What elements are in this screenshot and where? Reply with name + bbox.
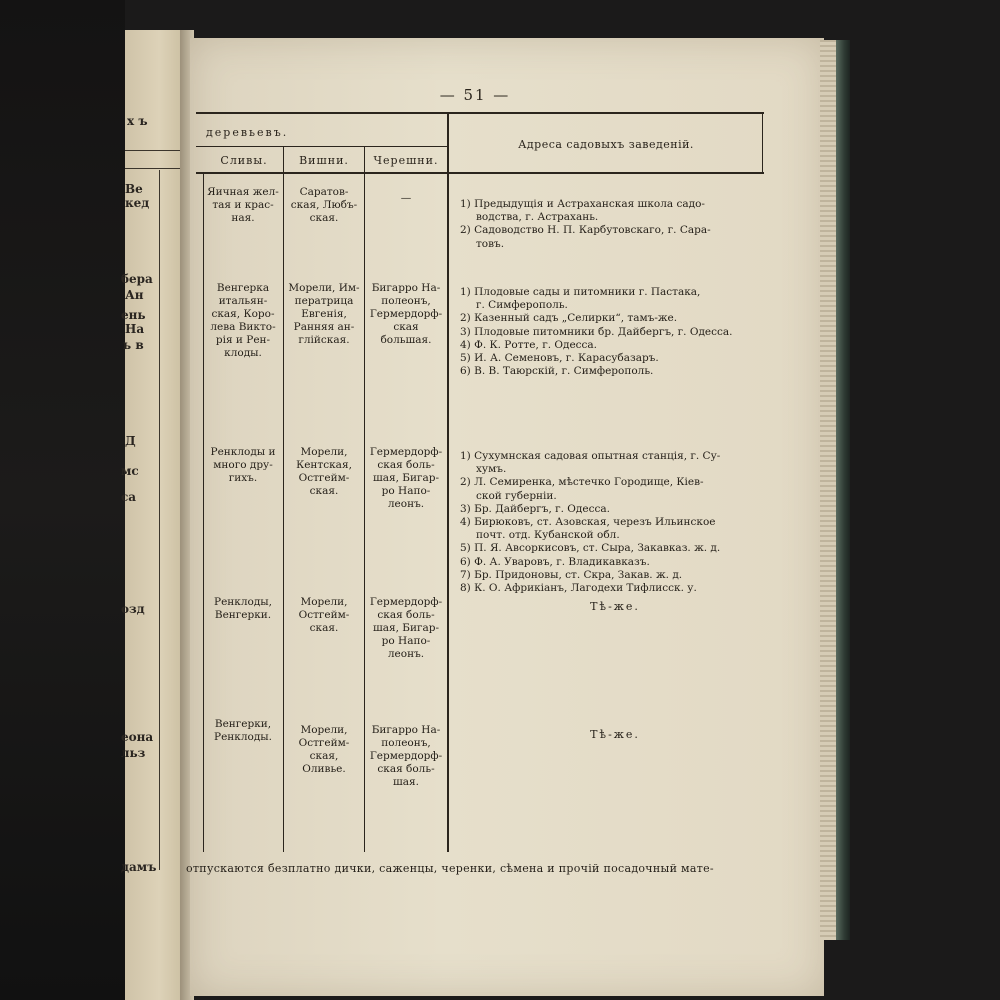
header-sweet-cherries: Черешни. — [373, 154, 439, 167]
address-line: 8) К. О. Африкіанъ, Лагодехи Тифлисск. у. — [460, 582, 697, 595]
header-subrule — [196, 146, 448, 147]
left-page-fragment: льз — [121, 746, 146, 760]
cell-sweet-cherries-row2: Бигарро На- полеонъ, Гермердорф- ская большая. — [369, 282, 443, 346]
address-line: 2) Садоводство Н. П. Карбутовскаго, г. Сара- — [460, 224, 711, 237]
left-page-rule — [125, 168, 187, 169]
address-line: г. Симферополь. — [476, 299, 568, 312]
column-divider-sweet-cherries — [364, 146, 365, 852]
cell-cherries-row1: Саратов- ская, Любъ- ская. — [290, 186, 358, 224]
header-cherries: Вишни. — [299, 154, 349, 167]
left-page-fragment: бера — [121, 272, 153, 286]
header-addresses: Адреса садовыхъ заведеній. — [518, 138, 694, 151]
cell-sweet-cherries-row1: — — [400, 192, 412, 204]
left-page-fragment: са — [121, 490, 137, 504]
header-bottom-rule — [196, 172, 764, 174]
left-page-fragment: мс — [121, 464, 139, 478]
cell-sweet-cherries-row3: Гермердорф- ская боль- шая, Бигар- ро Напо- леонъ. — [369, 446, 443, 510]
page-number: — 51 — — [439, 86, 511, 104]
left-page-fragment: озд — [121, 602, 145, 616]
cell-plums-row4: Ренклоды, Венгерки. — [214, 596, 272, 621]
cell-cherries-row4: Морели, Остгейм- ская. — [298, 596, 350, 634]
header-plums: Сливы. — [220, 154, 268, 167]
left-page-fragment: кед — [125, 196, 150, 210]
table-top-rule — [196, 112, 764, 114]
footer-text: отпускаются безплатно дички, саженцы, черенки, сѣмена и прочій посадочный мате- — [186, 862, 714, 875]
address-line: 2) Л. Семиренка, мѣстечко Городище, Кіев- — [460, 476, 704, 489]
header-group-title: деревьевъ. — [206, 126, 289, 139]
address-line: 1) Плодовые сады и питомники г. Пастака, — [460, 286, 701, 298]
cell-cherries-row3: Морели, Кентская, Остгейм- ская. — [296, 446, 352, 497]
addresses-row3 — [460, 450, 760, 595]
left-page-fragment: Ан — [125, 288, 144, 302]
address-line: 3) Плодовые питомники бр. Дайбергъ, г. Одесса. — [460, 325, 733, 338]
column-divider-left — [203, 172, 204, 852]
address-line: 5) П. Я. Авсоркисовъ, ст. Сыра, Закавказ. ж. д. — [460, 542, 721, 555]
address-line: ской губерніи. — [476, 489, 557, 502]
left-page-fragment: На — [125, 322, 145, 336]
address-line: 6) В. В. Таюрскій, г. Симферополь. — [460, 365, 654, 378]
column-divider-cherries — [283, 146, 284, 852]
same-as-above-row4: Тѣ-же. — [590, 600, 640, 613]
addresses-row1 — [460, 198, 760, 251]
cell-sweet-cherries-row5: Бигарро На- полеонъ, Гермердорф- ская боль- шая. — [369, 724, 443, 788]
book-cover-edge — [836, 40, 850, 940]
address-line: 4) Ф. К. Ротте, г. Одесса. — [460, 338, 598, 351]
cell-plums-row3: Ренклоды и много дру- гихъ. — [210, 446, 276, 484]
address-line: почт. отд. Кубанской обл. — [476, 529, 620, 542]
address-line: 4) Бирюковъ, ст. Азовская, черезъ Ильинское — [460, 516, 716, 529]
addresses-row2 — [460, 286, 760, 378]
left-page-edge — [121, 30, 187, 1000]
cell-plums-row5: Венгерки, Ренклоды. — [214, 718, 272, 743]
left-page-fragment: еона — [121, 730, 154, 744]
left-page-fragment: ь в — [123, 338, 144, 352]
cell-plums-row2: Венгерка итальян- ская, Коро- лева Викто- рія и Рен- клоды. — [210, 282, 276, 359]
address-line: 5) И. А. Семеновъ, г. Карасубазаръ. — [460, 352, 659, 365]
address-line: 1) Предыдущія и Астраханская школа садо- — [460, 198, 705, 210]
address-line: 1) Сухумнская садовая опытная станція, г. Су- — [460, 450, 721, 462]
address-line: хумъ. — [476, 463, 507, 476]
address-line: 3) Бр. Дайбергъ, г. Одесса. — [460, 502, 610, 515]
left-page-rule — [125, 150, 187, 151]
address-line: товъ. — [476, 237, 505, 250]
column-divider-addresses — [447, 112, 449, 852]
address-line: 7) Бр. Придоновы, ст. Скра, Закав. ж. д. — [460, 568, 683, 581]
left-page-fragment: дамъ — [121, 860, 157, 874]
left-page-fragment: ень — [121, 308, 146, 322]
left-page-fragment: Д — [125, 434, 136, 448]
cell-cherries-row5: Морели, Остгейм- ская, Оливье. — [298, 724, 350, 775]
left-page-fragment: Ве — [125, 182, 143, 196]
address-line: водства, г. Астрахань. — [476, 211, 599, 224]
table-right-rule — [762, 112, 763, 172]
cell-sweet-cherries-row4: Гермердорф- ская боль- шая, Бигар- ро Напо- леонъ. — [369, 596, 443, 660]
address-line: 2) Казенный садъ „Селирки“, тамъ-же. — [460, 312, 678, 325]
left-page-fragment: х ъ — [127, 114, 148, 128]
background-surface — [0, 0, 125, 1000]
address-line: 6) Ф. А. Уваровъ, г. Владикавказъ. — [460, 555, 650, 568]
cell-plums-row1: Яичная жел- тая и крас- ная. — [207, 186, 279, 224]
same-as-above-row5: Тѣ-же. — [590, 728, 640, 741]
left-page-column-rule — [159, 170, 160, 870]
cell-cherries-row2: Морели, Им- ператрица Евгенія, Ранняя ан- глійская. — [288, 282, 360, 346]
